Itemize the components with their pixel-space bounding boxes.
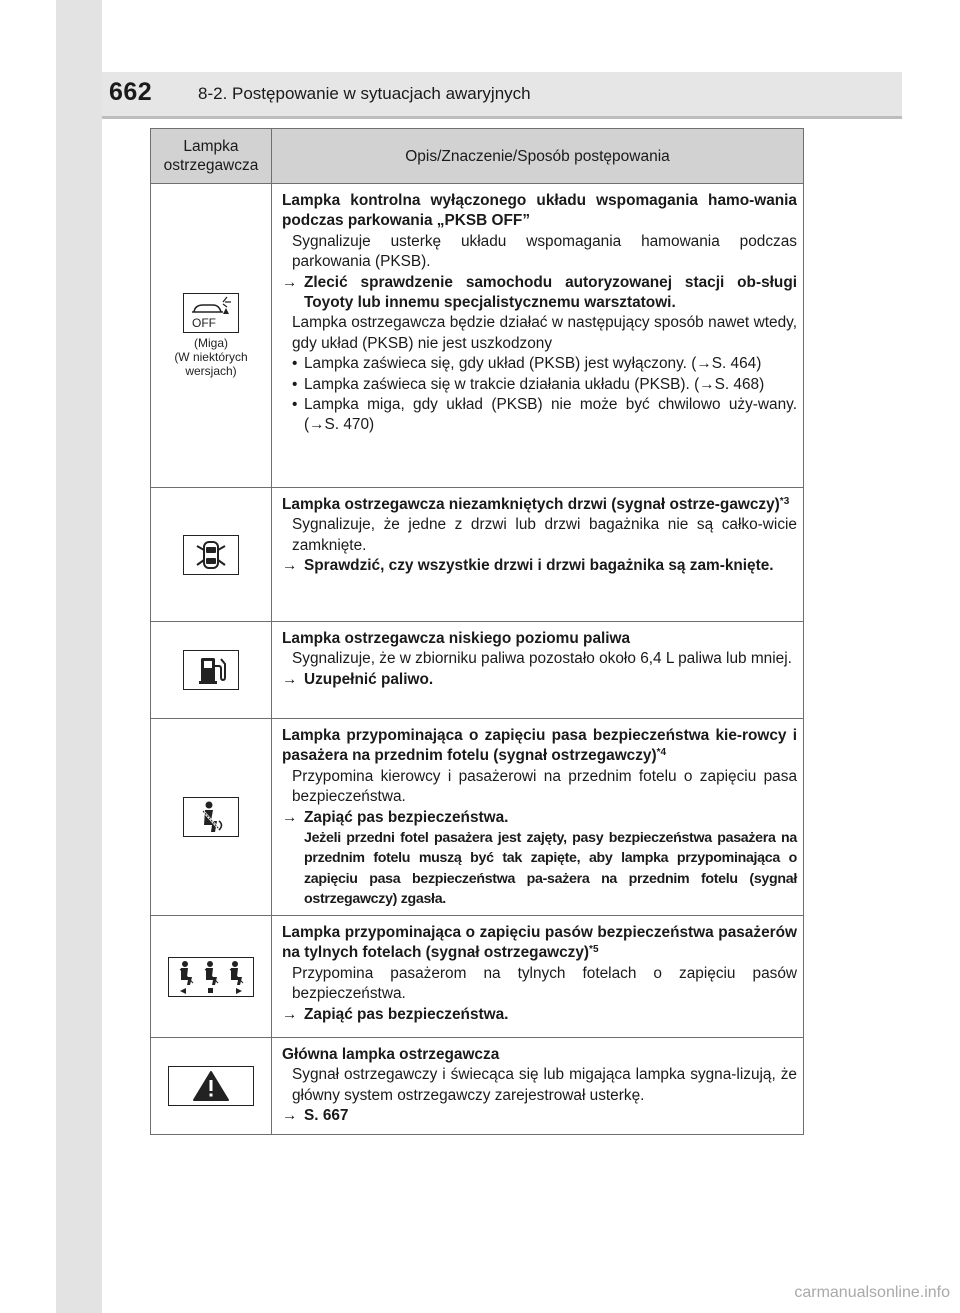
icon-cell <box>151 488 272 621</box>
table-row <box>151 488 803 622</box>
arrow-right-icon: → <box>699 375 715 393</box>
page-number: 662 <box>109 78 153 106</box>
description-cell <box>272 184 803 487</box>
description-cell <box>272 916 803 1037</box>
section-title: 8-2. Postępowanie w sytuacjach awaryjnych <box>198 84 531 103</box>
item-description: Sygnalizuje usterkę układu wspomagania hamowania podczas parkowania (PKSB). <box>292 232 797 271</box>
table-row <box>151 184 803 488</box>
item-action: → S. 667 <box>282 1106 797 1126</box>
description-cell <box>272 622 803 718</box>
column-header-description: Opis/Znaczenie/Sposób postępowania <box>405 147 670 165</box>
page-side-band <box>56 0 102 1313</box>
item-description: Lampka ostrzegawcza będzie działać w następujący sposób nawet wtedy, gdy układ (PKSB) nie jest uszkodzony <box>292 314 797 352</box>
item-description: Sygnalizuje, że w zbiorniku paliwa pozostało około 6,4 L paliwa lub mniej. <box>292 650 792 668</box>
item-description: Sygnał ostrzegawczy i świecąca się lub migająca lampka sygna-lizują, że główny system ostrzegawczy zarejestrował usterkę. <box>292 1066 797 1104</box>
icon-cell <box>151 916 272 1037</box>
fuel-pump-icon <box>183 650 239 690</box>
arrow-right-icon: → <box>282 557 298 575</box>
list-item: • Lampka zaświeca się w trakcie działania układu (PKSB). (→S. 468) <box>292 375 765 393</box>
master-warning-icon <box>168 1066 254 1106</box>
description-cell <box>272 488 803 621</box>
item-description: Sygnalizuje, że jedne z drzwi lub drzwi bagażnika nie są całko-wicie zamknięte. <box>292 516 797 554</box>
item-action: → Zapiąć pas bezpieczeństwa. <box>282 1005 797 1025</box>
arrow-right-icon: → <box>282 808 298 826</box>
description-cell <box>272 1038 803 1134</box>
rear-seatbelts-icon <box>168 957 254 997</box>
arrow-right-icon: → <box>282 670 298 688</box>
item-action-note: Jeżeli przedni fotel pasażera jest zajęty, pasy bezpieczeństwa pasażera na przednim fotelu muszą być tak zapięte, aby lampka przypominająca o zapięciu pasa bezpieczeństwa pa-sażera na przednim fotelu (sygnał ostrzegawczy) zgasła. <box>304 830 797 908</box>
table-row <box>151 916 803 1038</box>
item-description: Przypomina pasażerom na tylnych fotelach o zapięciu pasów bezpieczeństwa. <box>292 964 797 1003</box>
item-action: → Sprawdzić, czy wszystkie drzwi i drzwi bagażnika są zam-knięte. <box>282 556 797 576</box>
table-header <box>151 129 803 184</box>
item-action: → Zlecić sprawdzenie samochodu autoryzowanej stacji ob-sługi Toyoty lub innemu specjalistycznemu warsztatowi. <box>282 273 797 314</box>
door-open-icon <box>183 535 239 575</box>
arrow-right-icon: → <box>282 1107 298 1125</box>
item-action: → Zapiąć pas bezpieczeństwa. <box>282 808 797 828</box>
pksb-off-icon <box>183 293 239 333</box>
table-row <box>151 1038 803 1135</box>
table-row <box>151 622 803 719</box>
icon-cell <box>151 719 272 915</box>
icon-cell <box>151 184 272 487</box>
list-item: • Lampka miga, gdy układ (PKSB) nie może być chwilowo uży-wany. (→S. 470) <box>292 396 797 434</box>
arrow-right-icon: → <box>282 273 298 291</box>
arrow-right-icon: → <box>696 355 712 373</box>
list-item: • Lampka zaświeca się, gdy układ (PKSB) jest wyłączony. (→S. 464) <box>292 355 762 373</box>
item-description: Przypomina kierowcy i pasażerowi na przednim fotelu o zapięciu pasa bezpieczeństwa. <box>292 767 797 806</box>
item-title: Lampka przypominająca o zapięciu pasa bezpieczeństwa kie-rowcy i pasażera na przednim fotelu (sygnał ostrzegawczy)$^{*4}$ <box>282 727 797 765</box>
arrow-right-icon: → <box>282 1005 298 1023</box>
table-row <box>151 719 803 916</box>
arrow-right-icon: → <box>309 416 325 434</box>
svg-text:OFF: OFF <box>192 316 216 330</box>
item-title: Lampka ostrzegawcza niezamkniętych drzwi (sygnał ostrze-gawczy)$^{*3}$ <box>282 496 790 513</box>
item-title: Lampka ostrzegawcza niskiego poziomu paliwa <box>282 630 631 647</box>
icon-cell <box>151 1038 272 1134</box>
item-action: → Uzupełnić paliwo. <box>282 670 797 690</box>
column-header-warning-light: Lampka ostrzegawcza <box>151 129 272 183</box>
icon-note: (Miga) (W niektórych wersjach) <box>174 336 248 378</box>
item-title: Główna lampka ostrzegawcza <box>282 1046 500 1063</box>
item-title: Lampka przypominająca o zapięciu pasów bezpieczeństwa pasażerów na tylnych fotelach (sygnał ostrzegawczy)$^{*5}$ <box>282 924 797 962</box>
warning-lights-table <box>150 128 804 1135</box>
seatbelt-icon <box>183 797 239 837</box>
icon-cell <box>151 622 272 718</box>
watermark: carmanualsonline.info <box>794 1284 950 1301</box>
item-title: Lampka kontrolna wyłączonego układu wspomagania hamo-wania podczas parkowania „PKSB OFF” <box>282 192 797 230</box>
description-cell <box>272 719 803 915</box>
